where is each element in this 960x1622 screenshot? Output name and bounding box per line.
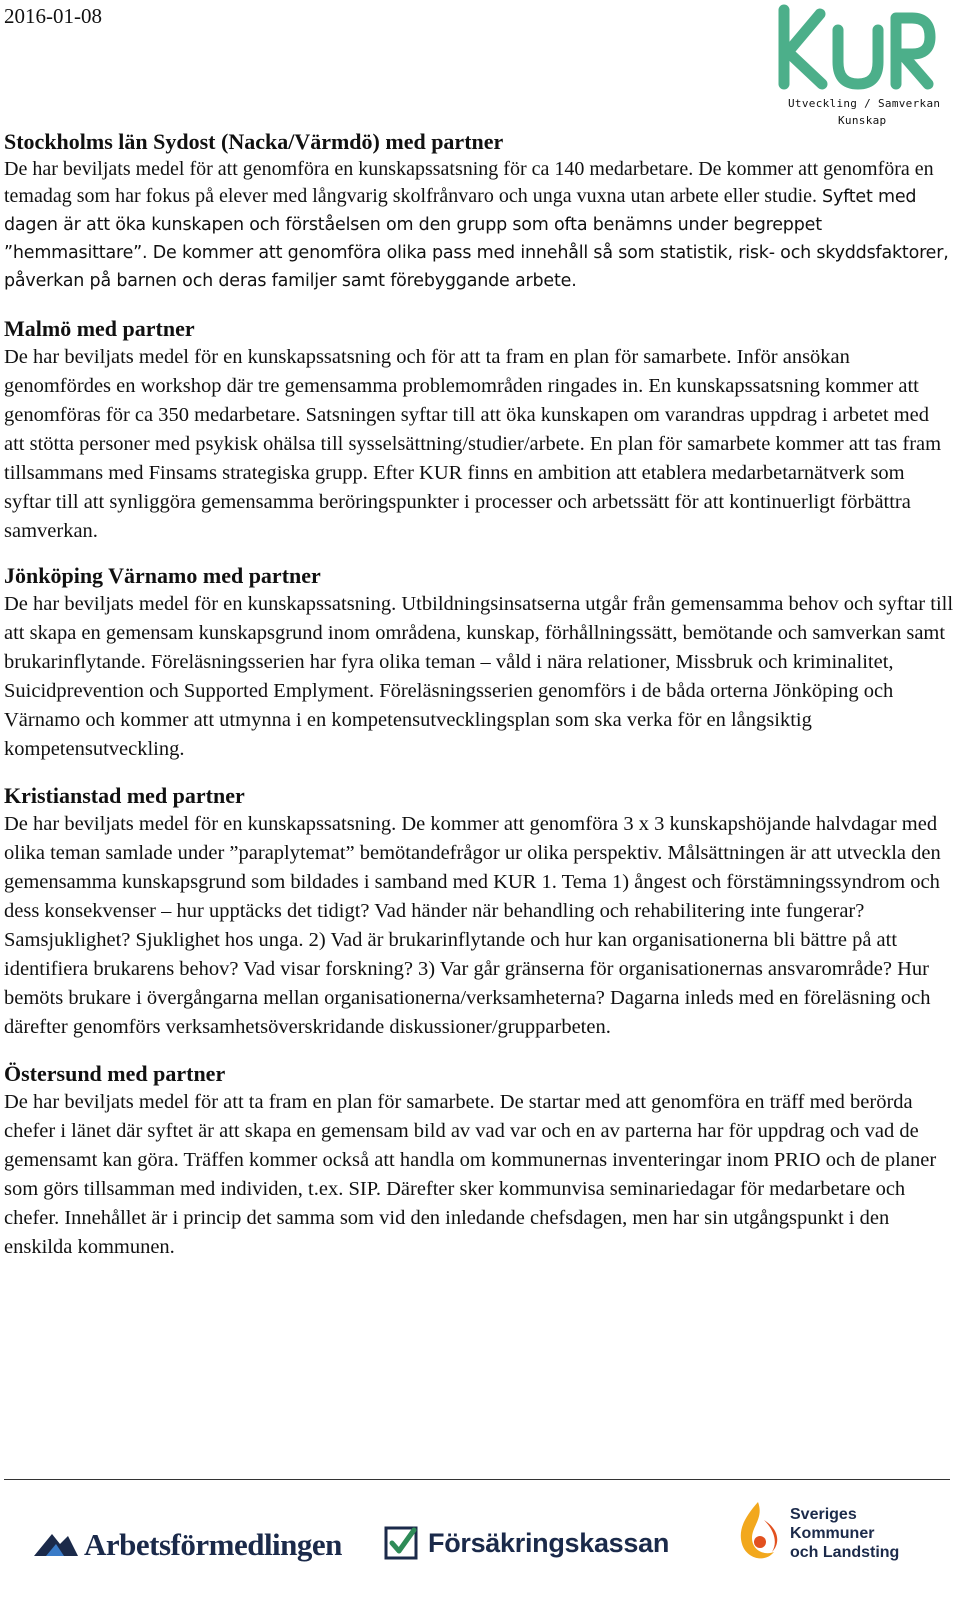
- section-body: [4, 156, 954, 295]
- skl-logo: [734, 1500, 899, 1566]
- kur-subtitle-line2: Kunskap: [838, 114, 887, 127]
- footer-divider: [4, 1479, 950, 1480]
- skl-text-line3: och Landsting: [790, 1543, 900, 1561]
- kur-subtitle-line1: Utveckling / Samverkan: [788, 97, 941, 110]
- document-date: 2016-01-08: [4, 4, 102, 28]
- arbetsformedlingen-arrow-icon: [34, 1530, 78, 1560]
- section-body: De har beviljats medel för en kunskapssatsning. Utbildningsinsatserna utgår från gemensamma behov och syftar till att skapa en gemensam kunskapsgrund inom områdena, kunskap, förhållningssätt, bemötande och samverkan samt brukarinflytande. Föreläsningsserien har fyra olika teman – våld i nära relationer, Missbruk och kriminalitet, Suicidprevention och Supported Emplyment. Föreläsningsserien genomförs i de båda orterna Jönköping och Värnamo och kommer att utmynna i en kompetensutvecklingsplan som ska verka för en långsiktig kompetensutveckling.: [4, 593, 954, 760]
- forsakringskassan-text: Försäkringskassan: [428, 1527, 670, 1558]
- arbetsformedlingen-logo: [34, 1516, 342, 1574]
- section-body-sans: Syftet med dagen är att öka kunskapen och förståelsen om den grupp som ofta benämns under begreppet ”hemmasittare”. De kommer att genomföra olika pass med innehåll så som statistik, risk- och skyddsfaktorer, påverkan på barnen och deras familjer samt förebyggande arbete.: [4, 187, 949, 291]
- section-title: Stockholms län Sydost (Nacka/Värmdö) med partner: [4, 129, 504, 154]
- section-title: Kristianstad med partner: [4, 783, 245, 808]
- skl-text-line2: Kommuner: [790, 1524, 875, 1542]
- skl-text-line1: Sveriges: [790, 1505, 857, 1523]
- section-stockholm: [4, 128, 954, 295]
- section-kristianstad: [4, 782, 954, 1042]
- arbetsformedlingen-text: Arbetsförmedlingen: [84, 1527, 342, 1562]
- kur-logo-icon: [776, 4, 936, 94]
- section-jonkoping: [4, 562, 954, 764]
- skl-flame-icon: [734, 1500, 782, 1566]
- section-body-serif: De har beviljats medel för att genomföra en kunskapssatsning för ca 140 medarbetare. De kommer att genomföra en temadag som har fokus på elever med långvarig skolfrånvaro och unga vuxna utan arbete eller studie.: [4, 158, 934, 207]
- document-content: [4, 128, 954, 1262]
- section-body: De har beviljats medel för en kunskapssatsning och för att ta fram en plan för samarbete. Inför ansökan genomfördes en workshop där tre gemensamma problemområden ringades in. En kunskapssatsning kommer att genomföras för ca 350 medarbetare. Satsningen syftar till att öka kunskapen om varandras uppdrag i arbetet med att stötta personer med psykisk ohälsa till sysselsättning/studier/arbete. En plan för samarbete kommer att tas fram tillsammans med Finsams strategiska grupp. Efter KUR finns en ambition att etablera medarbetarnätverk som syftar till att synliggöra gemensamma beröringspunkter i processer och arbetssätt för att kontinuerligt förbättra samverkan.: [4, 346, 942, 542]
- section-malmo: [4, 315, 954, 546]
- section-body: De har beviljats medel för en kunskapssatsning. De kommer att genomföra 3 x 3 kunskapshöjande halvdagar med olika teman samlade under ”paraplytemat” bemötandefrågor ur olika perspektiv. Målsättningen är att utveckla den gemensamma kunskapsgrund som bildades i samband med KUR 1. Tema 1) ångest och förstämningssyndrom och dess konsekvenser – hur upptäcks det tidigt? Vad händer när behandling och rehabilitering inte fungerar? Samsjuklighet? Sjuklighet hos unga. 2) Vad är brukarinflytande och hur kan organisationerna bli bättre på att identifiera brukarens behov? Vad visar forskning? 3) Var går gränserna för organisationernas ansvarområde? Hur bemöts brukare i övergångarna mellan organisationerna/verksamheterna? Dagarna inleds med en föreläsning och därefter genomförs verksamhetsöverskridande diskussioner/grupparbeten.: [4, 813, 941, 1038]
- forsakringskassan-logo: [384, 1514, 669, 1572]
- section-ostersund: [4, 1060, 954, 1262]
- section-title: Östersund med partner: [4, 1061, 226, 1086]
- section-title: Jönköping Värnamo med partner: [4, 563, 321, 588]
- kur-logo-subtitle: [788, 95, 940, 129]
- section-title: Malmö med partner: [4, 316, 195, 341]
- section-body: De har beviljats medel för att ta fram en plan för samarbete. De startar med att genomföra en träff med berörda chefer i länet där syftet är att skapa en gemensam bild av vad var och en av parterna har för uppdrag och vad de gemensamt kan göra. Träffen kommer också att handla om kommunernas inventeringar inom PRIO och de planer som görs tillsamman med individen, t.ex. SIP. Därefter sker kommunvisa seminariedagar för medarbetare och chefer. Innehållet är i princip det samma som vid den inledande chefsdagen, men har sin utgångspunkt i den enskilda kommunen.: [4, 1091, 937, 1258]
- forsakringskassan-check-icon: [384, 1526, 418, 1560]
- skl-text: [790, 1505, 899, 1562]
